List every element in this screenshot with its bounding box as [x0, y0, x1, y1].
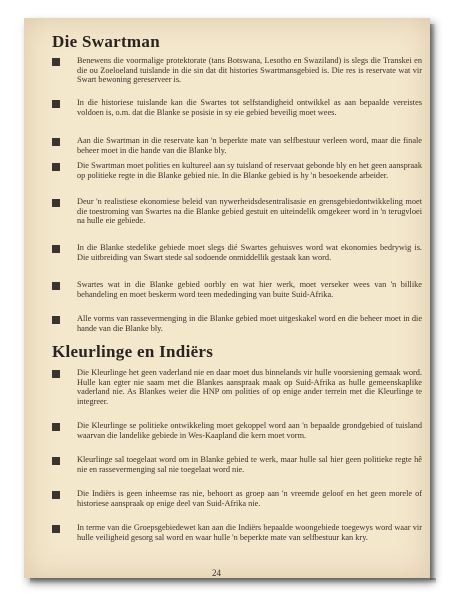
list-item-text: In terme van die Groepsgebiedewet kan aan die Indiërs bepaalde woongebiede toegewys word waar vir hulle veiligheid gesorg sal word en waar hulle 'n beperkte mate van selfbestuur kan kry.	[77, 523, 422, 542]
document-page	[24, 18, 430, 578]
section-heading-kleurlinge-en-indiers: Kleurlinge en Indiërs	[52, 342, 214, 361]
list-item-text: Deur 'n realistiese ekonomiese beleid van nywerheidsdesentralisasie en grensgebiedontwikkeling moet die toestroming van Swartes na die Blanke gebied gestuit en uiteindelik omgekeer word in 'n terugvloei na hulle eie gebiede.	[77, 197, 422, 226]
section-heading-die-swartman: Die Swartman	[52, 32, 160, 51]
bullet-square-icon	[52, 316, 60, 324]
list-item-text: Die Swartman moet polities en kultureel aan sy tuisland of reservaat gebonde bly en het geen aanspraak op politieke regte in die Blanke gebied nie. In die Blanke gebied is hy 'n besoekende arbeider.	[77, 161, 422, 180]
bullet-square-icon	[52, 199, 60, 207]
list-item-text: Swartes wat in die Blanke gebied oorbly en wat hier werk, moet verseker wees van 'n billike behandeling en moet beskerm word teen mededinging van buite Suid-Afrika.	[77, 280, 422, 299]
list-item-text: Benewens die voormalige protektorate (tans Botswana, Lesotho en Swaziland) is slegs die Transkei en die ou Zoeloeland tuislande in die sin dat dit histories Swartmansgebied is. Die res is reservate wat vir Swart bewoning gereserveer is.	[77, 56, 422, 85]
list-item-text: Die Indiërs is geen inheemse ras nie, behoort as groep aan 'n vreemde geloof en het geen morele of historiese aanspraak op enige deel van Suid-Afrika nie.	[77, 489, 422, 508]
bullet-square-icon	[52, 457, 60, 465]
bullet-square-icon	[52, 245, 60, 253]
list-item-text: Die Kleurlinge het geen vaderland nie en daar moet dus binnelands vir hulle voorsiening gemaak word. Hulle kan egter nie saam met die Blankes aanspraak maak op Suid-Afrika as hulle gemeenskaplike vaderland nie. As Blankes weier die HNP om polities of op enige ander terrein met die Kleurlinge te integreer.	[77, 368, 422, 406]
page-number: 24	[212, 568, 221, 578]
page-shadow-bottom	[30, 578, 436, 584]
bullet-square-icon	[52, 58, 60, 66]
bullet-square-icon	[52, 163, 60, 171]
bullet-square-icon	[52, 491, 60, 499]
list-item-text: Kleurlinge sal toegelaat word om in Blanke gebied te werk, maar hulle sal hier geen politieke regte hê nie en rassevermenging sal nie toegelaat word nie.	[77, 455, 422, 474]
bullet-square-icon	[52, 282, 60, 290]
list-item-text: In die Blanke stedelike gebiede moet slegs dié Swartes gehuisves word wat ekonomies bedrywig is. Die uitbreiding van Swart stede sal sodoende onmiddellik gestaak kan word.	[77, 243, 422, 262]
bullet-square-icon	[52, 138, 60, 146]
bullet-square-icon	[52, 100, 60, 108]
bullet-square-icon	[52, 423, 60, 431]
bullet-square-icon	[52, 525, 60, 533]
page-shadow-right	[430, 24, 436, 580]
list-item-text: In die historiese tuislande kan die Swartes tot selfstandigheid ontwikkel as aan bepaalde vereistes voldoen is, o.m. dat die Blanke se posisie in sy eie gebied beveilig moet wees.	[77, 98, 422, 117]
list-item-text: Aan die Swartman in die reservate kan 'n beperkte mate van selfbestuur verleen word, maar die finale beheer moet in die hande van die Blanke bly.	[77, 136, 422, 155]
list-item-text: Die Kleurlinge se politieke ontwikkeling moet gekoppel word aan 'n bepaalde grondgebied of tuisland waarvan die landelike gebiede in Wes-Kaapland die kern moet vorm.	[77, 421, 422, 440]
list-item-text: Alle vorms van rassevermenging in die Blanke gebied moet uitgeskakel word en die beheer moet in die hande van die Blanke bly.	[77, 314, 422, 333]
bullet-square-icon	[52, 370, 60, 378]
